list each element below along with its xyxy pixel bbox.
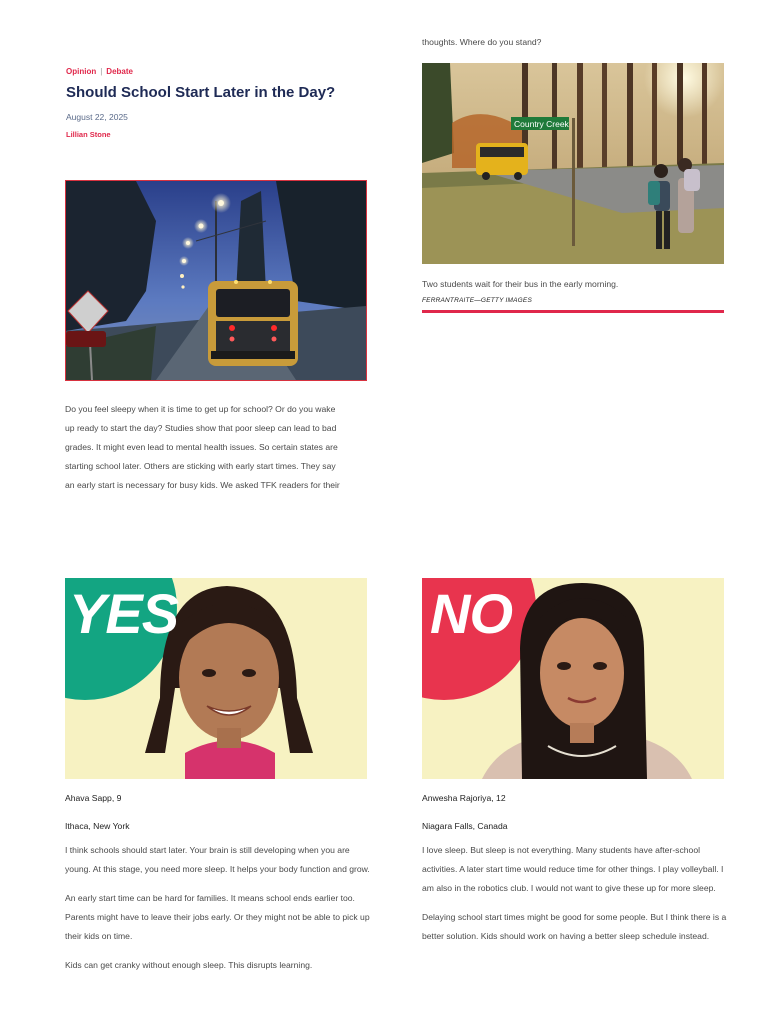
intro-line-5: an early start is necessary for busy kids. We asked TFK readers for their [65,480,340,490]
yes-author-location: Ithaca, New York [65,821,130,831]
no-author-location: Niagara Falls, Canada [422,821,508,831]
intro-line-3: grades. It might even lead to mental health issues. So certain states are [65,442,338,452]
intro-line-1: Do you feel sleepy when it is time to get up for school? Or do you wake [65,404,336,414]
yes-paragraph-1: I think schools should start later. Your brain is still developing when you are young. At this stage, you need more sleep. It helps your body function and grow. [65,845,370,874]
bus-dusk-image [66,181,366,380]
bus-dusk-photo [65,180,367,381]
intro-text [65,400,375,495]
category-tags [66,67,133,76]
yes-portrait [65,578,367,779]
students-bus-photo [422,63,724,264]
no-paragraph-2: Delaying school start times might be good for some people. But I think there is a better solution. Kids should work on having a better sleep schedule instead. [422,912,727,941]
photo-caption: Two students wait for their bus in the early morning. [422,279,619,289]
yes-badge: YES [69,582,179,645]
no-paragraph-1: I love sleep. But sleep is not everything. Many students have after-school activities. A later start time would reduce time for other things. I play volleyball. I am also in the robotics club. I would not want to give these up for more sleep. [422,845,724,893]
intro-continued: thoughts. Where do you stand? [422,37,542,47]
yes-author-name: Ahava Sapp, 9 [65,793,122,803]
students-bus-image [422,63,724,264]
photo-credit: FERRANTRAITE—GETTY IMAGES [422,297,532,304]
intro-line-2: up ready to start the day? Studies show that poor sleep can lead to bad [65,423,337,433]
accent-divider [422,310,724,313]
category-debate[interactable]: Debate [106,67,133,76]
street-sign-text: Country Creek [514,119,569,129]
yes-paragraph-3: Kids can get cranky without enough sleep. This disrupts learning. [65,960,313,970]
no-column [422,793,732,956]
article-author[interactable]: Lillian Stone [66,130,111,139]
category-separator: | [100,67,103,76]
category-opinion[interactable]: Opinion [66,67,97,76]
intro-line-4: starting school later. Others are sticking with early start times. They say [65,461,336,471]
no-author-name: Anwesha Rajoriya, 12 [422,793,506,803]
no-portrait [422,578,724,779]
yes-column [65,793,375,985]
page-title: Should School Start Later in the Day? [66,84,336,101]
article-date: August 22, 2025 [66,112,128,122]
yes-paragraph-2: An early start time can be hard for families. It means school ends earlier too. Parents might have to leave their jobs early. Or they might not be able to pick up their kids on time. [65,893,370,941]
no-badge: NO [430,582,512,645]
